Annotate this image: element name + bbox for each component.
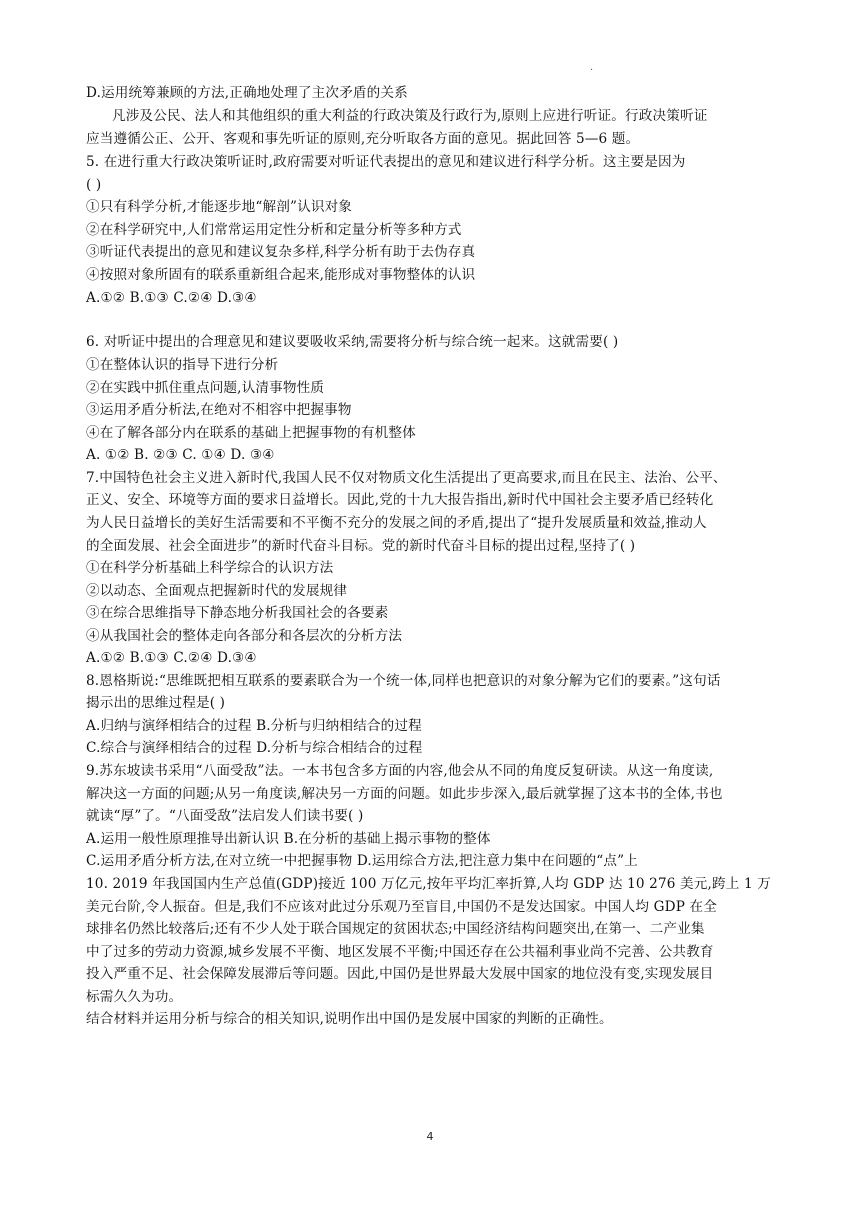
text-line: 解决这一方面的问题;从另一角度读,解决另一方面的问题。如此步步深入,最后就掌握了这本书的全体,书也	[86, 786, 723, 802]
question-5-stem: 5. 在进行重大行政决策听证时,政府需要对听证代表提出的意见和建议进行科学分析。这主要是因为	[86, 154, 686, 170]
question-9-stem: 9.苏东坡读书采用“八面受敌”法。一本书包含多方面的内容,他会从不同的角度反复研读。从这一角度读,	[86, 763, 714, 779]
question-6-stem: 6. 对听证中提出的合理意见和建议要吸收采纳,需要将分析与综合统一起来。这就需要( )	[86, 334, 619, 350]
question-10-stem: 10. 2019 年我国国内生产总值(GDP)接近 100 万亿元,按年平均汇率折算,人均 GDP 达 10 276 美元,跨上 1 万	[86, 876, 771, 892]
option-line: ②在科学研究中,人们常常运用定性分析和定量分析等多种方式	[86, 222, 462, 238]
option-line: ②在实践中抓住重点问题,认清事物性质	[86, 380, 325, 396]
page-number: 4	[426, 1130, 434, 1143]
question-10-prompt: 结合材料并运用分析与综合的相关知识,说明作出中国仍是发展中国家的判断的正确性。	[86, 1011, 613, 1027]
option-line: ④按照对象所固有的联系重新组合起来,能形成对事物整体的认识	[86, 267, 476, 283]
option-line: ④在了解各部分内在联系的基础上把握事物的有机整体	[86, 425, 416, 441]
option-line: ③在综合思维指导下静态地分析我国社会的各要素	[86, 605, 389, 621]
option-line: ③听证代表提出的意见和建议复杂多样,科学分析有助于去伪存真	[86, 244, 476, 260]
text-line: 就读“厚”了。“八面受敌”法启发人们读书要( )	[86, 808, 364, 824]
option-line: ④从我国社会的整体走向各部分和各层次的分析方法	[86, 628, 403, 644]
answer-choices: A. ①② B. ②③ C. ①④ D. ③④	[86, 447, 275, 463]
answer-choices: A.归纳与演绎相结合的过程 B.分析与归纳相结合的过程	[86, 718, 422, 734]
option-line: ③运用矛盾分析法,在绝对不相容中把握事物	[86, 402, 352, 418]
answer-choices: C.运用矛盾分析方法,在对立统一中把握事物 D.运用综合方法,把注意力集中在问题的“点”上	[86, 853, 638, 869]
question-7-stem: 7.中国特色社会主义进入新时代,我国人民不仅对物质文化生活提出了更高要求,而且在民主、法治、公平、	[86, 470, 727, 486]
text-line: 的全面发展、社会全面进步”的新时代奋斗目标。党的新时代奋斗目标的提出过程,坚持了( )	[86, 538, 636, 554]
text-line: 为人民日益增长的美好生活需要和不平衡不充分的发展之间的矛盾,提出了“提升发展质量和效益,推动人	[86, 515, 707, 531]
option-line: ①只有科学分析,才能逐步地“解剖”认识对象	[86, 199, 353, 215]
text-line: 中了过多的劳动力资源,城乡发展不平衡、地区发展不平衡;中国还存在公共福利事业尚不完善、公共教育	[86, 944, 714, 960]
header-mark: .	[590, 62, 594, 73]
text-line: 凡涉及公民、法人和其他组织的重大利益的行政决策及行政行为,原则上应进行听证。行政决策听证	[112, 108, 708, 124]
option-line: ①在整体认识的指导下进行分析	[86, 357, 279, 373]
text-line: 揭示出的思维过程是( )	[86, 695, 226, 711]
question-8-stem: 8.恩格斯说:“思维既把相互联系的要素联合为一个统一体,同样也把意识的对象分解为它们的要素。”这句话	[86, 673, 721, 689]
answer-choices: A.①② B.①③ C.②④ D.③④	[86, 290, 257, 306]
answer-choices: A.运用一般性原理推导出新认识 B.在分析的基础上揭示事物的整体	[86, 831, 491, 847]
text-line: 正义、安全、环境等方面的要求日益增长。因此,党的十九大报告指出,新时代中国社会主要矛盾已经转化	[86, 492, 714, 508]
answer-choices: C.综合与演绎相结合的过程 D.分析与综合相结合的过程	[86, 740, 423, 756]
option-line: ②以动态、全面观点把握新时代的发展规律	[86, 583, 348, 599]
text-line: 应当遵循公正、公开、客观和事先听证的原则,充分听取各方面的意见。据此回答 5—6 题。	[86, 131, 640, 147]
text-line: 投入严重不足、社会保障发展滞后等问题。因此,中国仍是世界最大发展中国家的地位没有变,实现发展目	[86, 966, 714, 982]
text-line: D.运用统筹兼顾的方法,正确地处理了主次矛盾的关系	[86, 85, 408, 101]
text-line: ( )	[86, 177, 102, 193]
text-line: 美元台阶,令人振奋。但是,我们不应该对此过分乐观乃至盲目,中国仍不是发达国家。中国人均 GDP 在全	[86, 899, 717, 915]
text-line: 标需久久为功。	[86, 989, 183, 1005]
text-line: 球排名仍然比较落后;还有不少人处于联合国规定的贫困状态;中国经济结构问题突出,在第一、二产业集	[86, 921, 705, 937]
answer-choices: A.①② B.①③ C.②④ D.③④	[86, 650, 257, 666]
option-line: ①在科学分析基础上科学综合的认识方法	[86, 560, 334, 576]
